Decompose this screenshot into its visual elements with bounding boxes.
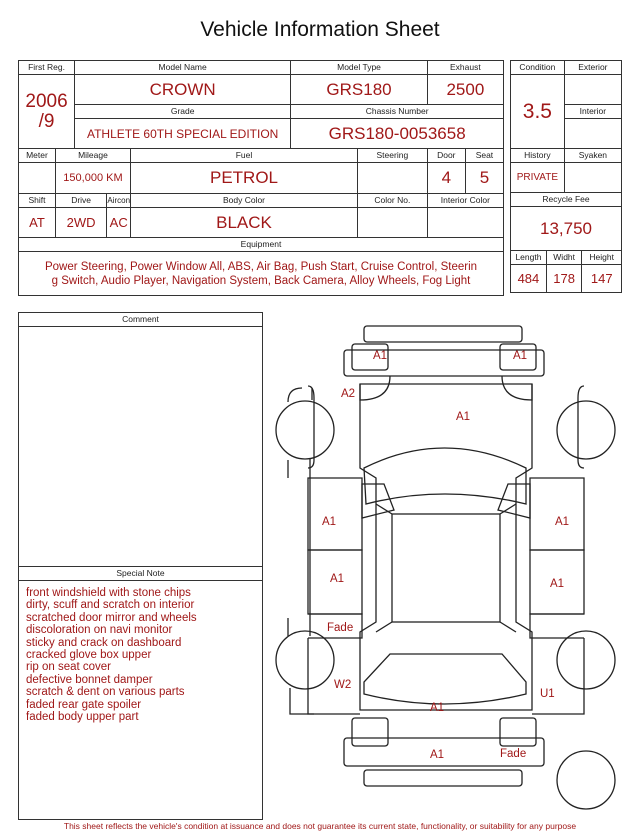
- exhaust-label: Exhaust: [427, 61, 503, 75]
- car-damage-diagram: [268, 318, 624, 818]
- drive-value: 2WD: [55, 208, 106, 238]
- grade-value: ATHLETE 60TH SPECIAL EDITION: [75, 119, 291, 149]
- note-item: front windshield with stone chips: [26, 587, 191, 599]
- note-item: defective bonnet damper: [26, 673, 153, 686]
- note-item: rip on seat cover: [26, 661, 112, 674]
- drive-label: Drive: [55, 194, 106, 208]
- aircon-label: Aircon: [107, 194, 131, 208]
- left-headlight: [360, 376, 390, 400]
- rear-bumper-left-block: [352, 718, 388, 746]
- equipment-value: [19, 252, 504, 296]
- mark-front-bumper-left: A1: [373, 350, 388, 362]
- height-label: Height: [582, 251, 622, 265]
- right-headlight: [502, 376, 532, 400]
- first-reg-value: [19, 75, 75, 149]
- rear-bumper-bottom-strip: [364, 770, 522, 786]
- disclaimer-footer: This sheet reflects the vehicle's condition at issuance and does not guarantee its current state, functionality, or suitability for any purpose: [63, 821, 577, 831]
- vehicle-info-table: [18, 60, 504, 296]
- mileage-value: 150,000 KM: [55, 163, 130, 194]
- mark-rear-door-right: A1: [550, 578, 565, 590]
- grade-label: Grade: [75, 105, 291, 119]
- width-label: Widht: [546, 251, 582, 265]
- exhaust-value: 2500: [427, 75, 503, 105]
- steering-label: Steering: [357, 149, 427, 163]
- condition-table: [510, 60, 622, 293]
- color-no-label: Color No.: [357, 194, 427, 208]
- recycle-fee-value: 13,750: [511, 207, 622, 251]
- car-body-outline: [360, 384, 532, 710]
- roof-left-pillar: [376, 504, 516, 632]
- length-value: 484: [511, 265, 547, 293]
- comment-label: Comment: [19, 313, 262, 327]
- mark-rear-wheel-right: U1: [540, 688, 555, 700]
- condition-label: Condition: [511, 61, 565, 75]
- note-item: sticky and crack on dashboard: [26, 636, 182, 649]
- condition-value: 3.5: [511, 75, 565, 149]
- first-reg-year: 2006: [25, 90, 68, 112]
- mark-rear-window: A1: [430, 702, 445, 714]
- rear-window: [364, 654, 526, 704]
- chassis-number-value: GRS180-0053658: [291, 119, 504, 149]
- note-item: scratched door mirror and wheels: [26, 611, 197, 624]
- steering-value: [357, 163, 427, 194]
- width-value: 178: [546, 265, 582, 293]
- rear-right-wheel-icon: [557, 631, 615, 689]
- mileage-label: Mileage: [55, 149, 130, 163]
- note-item: scratch & dent on various parts: [26, 686, 185, 699]
- body-color-label: Body Color: [131, 194, 358, 208]
- history-label: History: [511, 149, 565, 163]
- note-item: dirty, scuff and scratch on interior: [26, 599, 195, 612]
- recycle-fee-label: Recycle Fee: [511, 193, 622, 207]
- equipment-line-1: Power Steering, Power Window All, ABS, Air Bag, Push Start, Cruise Control, Steerin: [44, 260, 478, 273]
- spare-wheel-icon: [557, 751, 615, 809]
- left-front-door: [308, 478, 362, 550]
- mark-rear-bumper-center: A1: [430, 749, 445, 761]
- fuel-label: Fuel: [131, 149, 358, 163]
- mark-front-bumper-right: A1: [513, 350, 528, 362]
- height-value: 147: [582, 265, 622, 293]
- right-rear-panel: [532, 638, 584, 714]
- mark-rear-fender-left: Fade: [327, 622, 354, 634]
- note-item: faded rear gate spoiler: [26, 698, 142, 711]
- model-name-value: CROWN: [75, 75, 291, 105]
- left-front-fender: [308, 386, 314, 468]
- door-value: 4: [428, 163, 466, 193]
- roof: [392, 514, 500, 622]
- mark-front-door-right: A1: [555, 516, 570, 528]
- exterior-value: [564, 75, 621, 105]
- mark-front-door-left: A1: [322, 516, 337, 528]
- note-item: faded body upper part: [26, 711, 139, 724]
- history-value: PRIVATE: [511, 163, 565, 193]
- model-type-value: GRS180: [291, 75, 427, 105]
- front-bumper-top-strip: [364, 326, 522, 342]
- length-label: Length: [511, 251, 547, 265]
- exterior-label: Exterior: [564, 61, 621, 75]
- page-title: Vehicle Information Sheet: [200, 18, 440, 41]
- body-color-value: BLACK: [131, 208, 358, 238]
- right-front-door: [530, 478, 584, 550]
- door-seat-labels: [427, 149, 503, 163]
- interior-color-value: [427, 208, 503, 238]
- meter-value: [19, 163, 56, 194]
- left-side-outline: [288, 388, 314, 714]
- equipment-line-2: g Switch, Audio Player, Navigation System, Back Camera, Alloy Wheels, Fog Light: [51, 274, 471, 287]
- chassis-number-label: Chassis Number: [291, 105, 504, 119]
- door-seat-values: [427, 163, 503, 194]
- door-label: Door: [428, 149, 466, 162]
- comment-area: [19, 327, 262, 566]
- mark-front-corner-left: A2: [341, 388, 356, 400]
- right-quarter-panel: [530, 614, 584, 638]
- seat-value: 5: [479, 168, 490, 187]
- front-left-wheel-icon: [276, 401, 334, 459]
- aircon-value: AC: [107, 208, 131, 238]
- interior-label: Interior: [564, 105, 621, 119]
- left-rear-panel: [308, 638, 360, 714]
- rear-left-wheel-icon: [276, 631, 334, 689]
- special-note-list: [19, 581, 262, 723]
- shift-label: Shift: [19, 194, 56, 208]
- front-right-wheel-icon: [557, 401, 615, 459]
- special-note-label: Special Note: [19, 566, 262, 581]
- shift-value: AT: [19, 208, 56, 238]
- mark-windshield: A1: [456, 411, 471, 423]
- syaken-label: Syaken: [564, 149, 621, 163]
- rear-bumper-right-block: [500, 718, 536, 746]
- model-type-label: Model Type: [291, 61, 427, 75]
- seat-label: Seat: [475, 150, 494, 160]
- color-no-value: [357, 208, 427, 238]
- interior-value: [564, 119, 621, 149]
- note-item: discoloration on navi monitor: [26, 624, 173, 637]
- interior-color-label: Interior Color: [427, 194, 503, 208]
- note-item: cracked glove box upper: [26, 649, 152, 662]
- fuel-value: PETROL: [131, 163, 358, 194]
- comment-box: [18, 312, 263, 820]
- mark-rear-bumper-right: Fade: [500, 748, 527, 760]
- first-reg-label: First Reg.: [19, 61, 75, 75]
- right-front-fender: [578, 386, 584, 468]
- meter-label: Meter: [19, 149, 56, 163]
- model-name-label: Model Name: [75, 61, 291, 75]
- syaken-value: [564, 163, 621, 193]
- equipment-label: Equipment: [19, 238, 504, 252]
- first-reg-month: /9: [38, 110, 55, 132]
- mark-rear-door-left: A1: [330, 573, 345, 585]
- mark-rear-wheel-left: W2: [334, 679, 352, 691]
